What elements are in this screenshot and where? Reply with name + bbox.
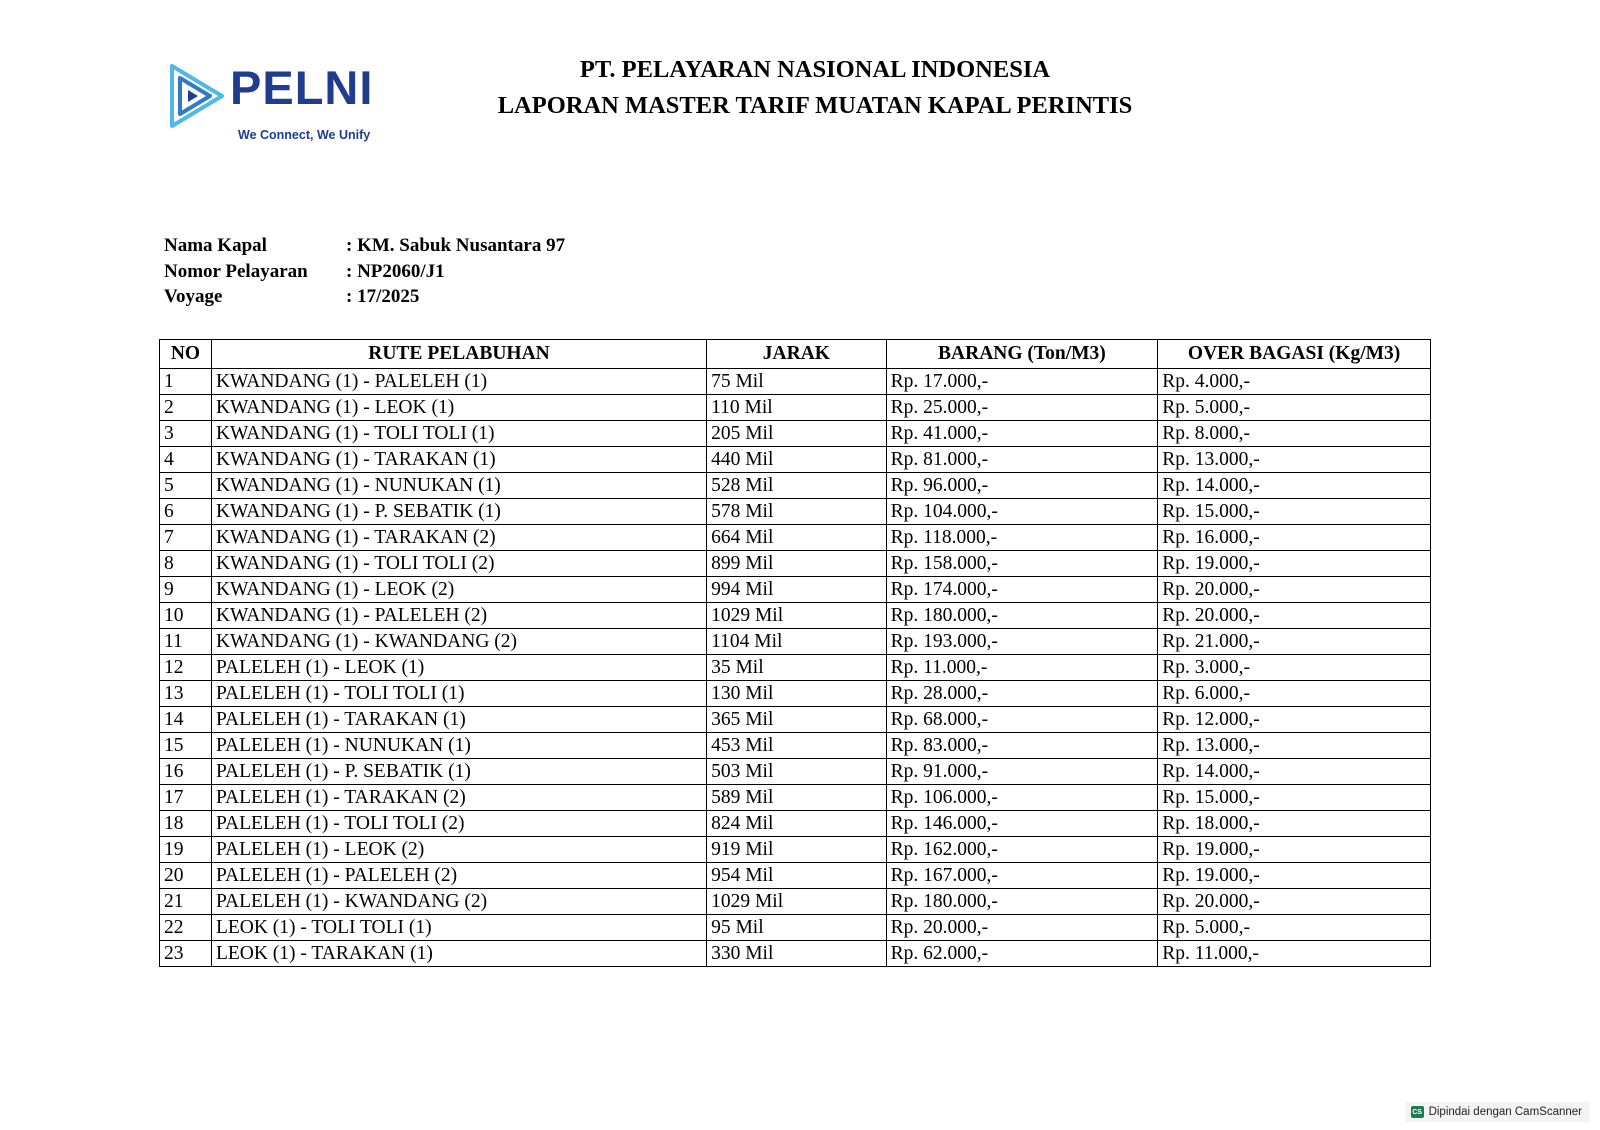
cell-distance: 35 Mil: [707, 655, 887, 681]
table-row: [160, 785, 1431, 811]
cell-distance: 330 Mil: [707, 941, 887, 967]
cell-distance: 453 Mil: [707, 733, 887, 759]
cell-cargo-rate: Rp. 146.000,-: [886, 811, 1158, 837]
table-row: [160, 759, 1431, 785]
cell-cargo-rate: Rp. 28.000,-: [886, 681, 1158, 707]
table-row: [160, 447, 1431, 473]
cell-no: 13: [160, 681, 212, 707]
table-row: [160, 473, 1431, 499]
cell-over-baggage-rate: Rp. 15.000,-: [1158, 785, 1431, 811]
cell-route: KWANDANG (1) - TARAKAN (1): [211, 447, 706, 473]
cell-no: 18: [160, 811, 212, 837]
cell-distance: 110 Mil: [707, 395, 887, 421]
cell-cargo-rate: Rp. 68.000,-: [886, 707, 1158, 733]
column-header-no: NO: [160, 340, 212, 369]
table-row: [160, 707, 1431, 733]
table-row: [160, 837, 1431, 863]
cell-over-baggage-rate: Rp. 14.000,-: [1158, 759, 1431, 785]
table-row: [160, 369, 1431, 395]
cell-distance: 130 Mil: [707, 681, 887, 707]
cell-cargo-rate: Rp. 96.000,-: [886, 473, 1158, 499]
camscanner-icon: CS: [1411, 1106, 1424, 1118]
logo-tagline: We Connect, We Unify: [238, 128, 371, 142]
cell-over-baggage-rate: Rp. 6.000,-: [1158, 681, 1431, 707]
cell-no: 16: [160, 759, 212, 785]
cell-route: LEOK (1) - TARAKAN (1): [211, 941, 706, 967]
cell-cargo-rate: Rp. 180.000,-: [886, 889, 1158, 915]
cell-no: 6: [160, 499, 212, 525]
company-name: PT. PELAYARAN NASIONAL INDONESIA: [579, 56, 1051, 83]
meta-value: : 17/2025: [346, 286, 420, 307]
cell-distance: 824 Mil: [707, 811, 887, 837]
column-header-distance: JARAK: [707, 340, 887, 369]
cell-distance: 440 Mil: [707, 447, 887, 473]
cell-over-baggage-rate: Rp. 18.000,-: [1158, 811, 1431, 837]
report-title: LAPORAN MASTER TARIF MUATAN KAPAL PERINTIS: [497, 92, 1133, 119]
cell-route: PALELEH (1) - NUNUKAN (1): [211, 733, 706, 759]
cell-distance: 75 Mil: [707, 369, 887, 395]
cell-no: 3: [160, 421, 212, 447]
cell-route: PALELEH (1) - TOLI TOLI (2): [211, 811, 706, 837]
meta-label: Voyage: [164, 286, 223, 307]
cell-over-baggage-rate: Rp. 11.000,-: [1158, 941, 1431, 967]
cell-route: PALELEH (1) - LEOK (2): [211, 837, 706, 863]
cell-route: PALELEH (1) - LEOK (1): [211, 655, 706, 681]
cell-cargo-rate: Rp. 41.000,-: [886, 421, 1158, 447]
cell-no: 5: [160, 473, 212, 499]
cell-cargo-rate: Rp. 174.000,-: [886, 577, 1158, 603]
table-row: [160, 941, 1431, 967]
cell-over-baggage-rate: Rp. 8.000,-: [1158, 421, 1431, 447]
cell-cargo-rate: Rp. 25.000,-: [886, 395, 1158, 421]
cell-over-baggage-rate: Rp. 19.000,-: [1158, 551, 1431, 577]
cell-cargo-rate: Rp. 91.000,-: [886, 759, 1158, 785]
cell-distance: 589 Mil: [707, 785, 887, 811]
cell-over-baggage-rate: Rp. 14.000,-: [1158, 473, 1431, 499]
report-header: [420, 52, 1210, 124]
tariff-table: [159, 339, 1431, 967]
voyage-info: [164, 233, 565, 310]
table-header-row: [160, 340, 1431, 369]
table-row: [160, 811, 1431, 837]
cell-over-baggage-rate: Rp. 12.000,-: [1158, 707, 1431, 733]
table-row: [160, 681, 1431, 707]
table-row: [160, 733, 1431, 759]
cell-route: KWANDANG (1) - TOLI TOLI (1): [211, 421, 706, 447]
cell-distance: 1104 Mil: [707, 629, 887, 655]
cell-no: 15: [160, 733, 212, 759]
cell-route: KWANDANG (1) - PALELEH (1): [211, 369, 706, 395]
meta-label: Nomor Pelayaran: [164, 260, 308, 282]
cell-no: 22: [160, 915, 212, 941]
table-row: [160, 551, 1431, 577]
cell-cargo-rate: Rp. 104.000,-: [886, 499, 1158, 525]
cell-cargo-rate: Rp. 167.000,-: [886, 863, 1158, 889]
cell-cargo-rate: Rp. 162.000,-: [886, 837, 1158, 863]
cell-over-baggage-rate: Rp. 20.000,-: [1158, 577, 1431, 603]
cell-no: 20: [160, 863, 212, 889]
cell-route: PALELEH (1) - P. SEBATIK (1): [211, 759, 706, 785]
cell-over-baggage-rate: Rp. 5.000,-: [1158, 395, 1431, 421]
cell-route: PALELEH (1) - KWANDANG (2): [211, 889, 706, 915]
cell-cargo-rate: Rp. 81.000,-: [886, 447, 1158, 473]
cell-route: KWANDANG (1) - KWANDANG (2): [211, 629, 706, 655]
camscanner-text: Dipindai dengan CamScanner: [1428, 1106, 1582, 1118]
cell-route: KWANDANG (1) - NUNUKAN (1): [211, 473, 706, 499]
logo-wordmark: PELNI: [230, 61, 374, 114]
cell-route: PALELEH (1) - TARAKAN (2): [211, 785, 706, 811]
cell-distance: 365 Mil: [707, 707, 887, 733]
cell-route: PALELEH (1) - TARAKAN (1): [211, 707, 706, 733]
cell-no: 1: [160, 369, 212, 395]
table-body: [160, 369, 1431, 967]
cell-no: 8: [160, 551, 212, 577]
cell-over-baggage-rate: Rp. 20.000,-: [1158, 889, 1431, 915]
cell-over-baggage-rate: Rp. 21.000,-: [1158, 629, 1431, 655]
table-row: [160, 603, 1431, 629]
cell-over-baggage-rate: Rp. 20.000,-: [1158, 603, 1431, 629]
table-row: [160, 499, 1431, 525]
cell-no: 9: [160, 577, 212, 603]
cell-cargo-rate: Rp. 62.000,-: [886, 941, 1158, 967]
cell-no: 2: [160, 395, 212, 421]
cell-no: 14: [160, 707, 212, 733]
table-row: [160, 915, 1431, 941]
camscanner-watermark: [1405, 1102, 1590, 1122]
table-row: [160, 655, 1431, 681]
cell-distance: 1029 Mil: [707, 603, 887, 629]
meta-value: : KM. Sabuk Nusantara 97: [346, 235, 566, 256]
meta-row: [164, 233, 565, 259]
cell-cargo-rate: Rp. 118.000,-: [886, 525, 1158, 551]
cell-no: 10: [160, 603, 212, 629]
cell-route: KWANDANG (1) - TOLI TOLI (2): [211, 551, 706, 577]
cell-no: 19: [160, 837, 212, 863]
cell-no: 4: [160, 447, 212, 473]
cell-distance: 503 Mil: [707, 759, 887, 785]
cell-route: KWANDANG (1) - LEOK (1): [211, 395, 706, 421]
cell-distance: 954 Mil: [707, 863, 887, 889]
cell-distance: 205 Mil: [707, 421, 887, 447]
cell-cargo-rate: Rp. 11.000,-: [886, 655, 1158, 681]
cell-route: KWANDANG (1) - P. SEBATIK (1): [211, 499, 706, 525]
meta-value: : NP2060/J1: [346, 260, 445, 282]
cell-over-baggage-rate: Rp. 19.000,-: [1158, 863, 1431, 889]
cell-over-baggage-rate: Rp. 19.000,-: [1158, 837, 1431, 863]
table-row: [160, 629, 1431, 655]
table-row: [160, 577, 1431, 603]
cell-route: PALELEH (1) - TOLI TOLI (1): [211, 681, 706, 707]
cell-distance: 994 Mil: [707, 577, 887, 603]
cell-over-baggage-rate: Rp. 16.000,-: [1158, 525, 1431, 551]
table-row: [160, 525, 1431, 551]
cell-route: LEOK (1) - TOLI TOLI (1): [211, 915, 706, 941]
cell-no: 12: [160, 655, 212, 681]
cell-distance: 95 Mil: [707, 915, 887, 941]
cell-distance: 899 Mil: [707, 551, 887, 577]
meta-row: [164, 259, 565, 285]
column-header-route: RUTE PELABUHAN: [211, 340, 706, 369]
table-row: [160, 889, 1431, 915]
cell-distance: 919 Mil: [707, 837, 887, 863]
cell-distance: 578 Mil: [707, 499, 887, 525]
cell-no: 21: [160, 889, 212, 915]
table-row: [160, 395, 1431, 421]
cell-over-baggage-rate: Rp. 3.000,-: [1158, 655, 1431, 681]
cell-over-baggage-rate: Rp. 15.000,-: [1158, 499, 1431, 525]
cell-over-baggage-rate: Rp. 13.000,-: [1158, 733, 1431, 759]
cell-route: PALELEH (1) - PALELEH (2): [211, 863, 706, 889]
cell-cargo-rate: Rp. 20.000,-: [886, 915, 1158, 941]
table-row: [160, 863, 1431, 889]
cell-route: KWANDANG (1) - TARAKAN (2): [211, 525, 706, 551]
cell-cargo-rate: Rp. 180.000,-: [886, 603, 1158, 629]
cell-over-baggage-rate: Rp. 4.000,-: [1158, 369, 1431, 395]
cell-over-baggage-rate: Rp. 5.000,-: [1158, 915, 1431, 941]
cell-cargo-rate: Rp. 106.000,-: [886, 785, 1158, 811]
cell-over-baggage-rate: Rp. 13.000,-: [1158, 447, 1431, 473]
cell-cargo-rate: Rp. 158.000,-: [886, 551, 1158, 577]
cell-no: 23: [160, 941, 212, 967]
cell-no: 7: [160, 525, 212, 551]
pelni-arrow-logo-icon: [170, 62, 224, 130]
cell-route: KWANDANG (1) - LEOK (2): [211, 577, 706, 603]
cell-no: 17: [160, 785, 212, 811]
cell-distance: 528 Mil: [707, 473, 887, 499]
cell-cargo-rate: Rp. 193.000,-: [886, 629, 1158, 655]
column-header-cargo: BARANG (Ton/M3): [886, 340, 1158, 369]
cell-distance: 664 Mil: [707, 525, 887, 551]
cell-cargo-rate: Rp. 17.000,-: [886, 369, 1158, 395]
pelni-logo: [170, 62, 400, 144]
cell-distance: 1029 Mil: [707, 889, 887, 915]
meta-row: [164, 284, 565, 310]
cell-no: 11: [160, 629, 212, 655]
cell-cargo-rate: Rp. 83.000,-: [886, 733, 1158, 759]
cell-route: KWANDANG (1) - PALELEH (2): [211, 603, 706, 629]
column-header-over-baggage: OVER BAGASI (Kg/M3): [1158, 340, 1431, 369]
meta-label: Nama Kapal: [164, 235, 267, 256]
table-row: [160, 421, 1431, 447]
